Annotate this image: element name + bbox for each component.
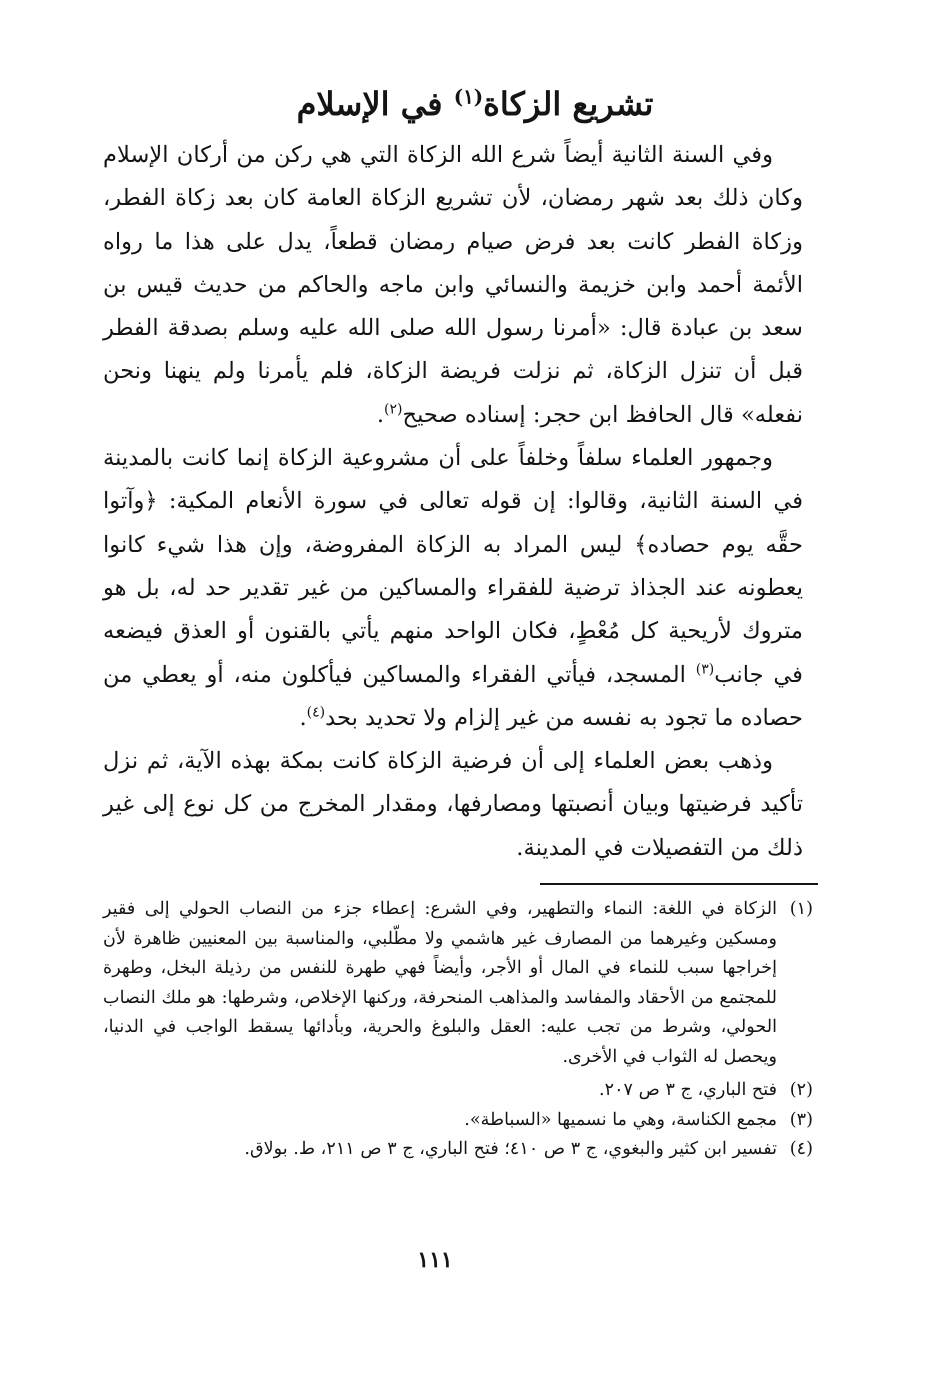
page-number: ١١١ bbox=[417, 1247, 453, 1273]
paragraph-3-text: وذهب بعض العلماء إلى أن فرضية الزكاة كانت بمكة بهذه الآية، ثم نزل تأكيد فرضيتها وبيان أنصبتها ومصارفها، ومقدار المخرج من كل نوع إلى غير ذلك من التفصيلات في المدينة. bbox=[103, 748, 803, 861]
title-footnote-marker[interactable]: (١) bbox=[453, 84, 484, 109]
footnote-1-text: الزكاة في اللغة: النماء والتطهير، وفي الشرع: إعطاء جزء من النصاب الحولي إلى فقير ومسكين وغيرهما من المصارف غير هاشمي ولا مطّلبي، والمناسبة بين المعنيين ظاهرة لأن إخراجها سبب للنماء في المال أو الأجر، وأيضاً فهي طهرة للنفس من رذيلة البخل، وطهرة للمجتمع من الأحقاد والمفاسد والمذاهب المنحرفة، وركنها الإخلاص، وشرطها: هو ملك النصاب الحولي، وشرط من تجب عليه: العقل والبلوغ والحرية، وبأدائها يسقط الواجب في الدنيا، ويحصل له الثواب في الأخرى. bbox=[103, 899, 777, 1067]
footnote-1-number: (١) bbox=[789, 899, 813, 919]
footnote-4-text: تفسير ابن كثير والبغوي، ج ٣ ص ٤١٠؛ فتح الباري، ج ٣ ص ٢١١، ط. بولاق. bbox=[244, 1139, 777, 1159]
footnote-3-text: مجمع الكناسة، وهي ما نسميها «السباطة». bbox=[464, 1109, 777, 1130]
paragraph-1-text: وفي السنة الثانية أيضاً شرع الله الزكاة التي هي ركن من أركان الإسلام وكان ذلك بعد شهر رمضان، لأن تشريع الزكاة العامة كان بعد زكاة الفطر، وزكاة الفطر كانت بعد فرض صيام رمضان قطعاً، يدل على هذا ما رواه الأئمة أحمد وابن خزيمة والنسائي وابن ماجه والحاكم من حديث قيس بن سعد بن عبادة قال: «أمرنا رسول الله صلى الله عليه وسلم بصدقة الفطر قبل أن تنزل الزكاة، ثم نزلت فريضة الزكاة، فلم يأمرنا ولم ينهنا ونحن نفعله» قال الحافظ ابن حجر: إسناده صحيح bbox=[103, 142, 803, 428]
paragraph-3 bbox=[103, 740, 803, 870]
footnote-2 bbox=[103, 1076, 813, 1106]
paragraph-2-end: . bbox=[299, 704, 307, 731]
title-text: تشريع الزكاة bbox=[483, 85, 654, 123]
paragraph-2-text-a: وجمهور العلماء سلفاً وخلفاً على أن مشروعية الزكاة إنما كانت بالمدينة في السنة الثانية، وقالوا: إن قوله تعالى في سورة الأنعام المكية: ﴿وآتوا حقَّه يوم حصاده﴾ ليس المراد به الزكاة المفروضة، وإن هذا شيء كانوا يعطونه عند الجذاذ ترضية للفقراء والمساكين من غير تقدير حد له، بل هو متروك لأريحية كل مُعْطٍ، فكان الواحد منهم يأتي بالقنون أو العذق فيضعه في جانب bbox=[103, 445, 803, 688]
paragraph-1 bbox=[103, 134, 803, 437]
footnote-2-number: (٢) bbox=[789, 1080, 813, 1100]
footnote-4 bbox=[103, 1135, 813, 1165]
footnote-3 bbox=[103, 1106, 813, 1136]
footnote-2-text: فتح الباري، ج ٣ ص ٢٠٧. bbox=[599, 1080, 777, 1100]
paragraph-1-end: . bbox=[376, 401, 385, 428]
page-title bbox=[100, 82, 850, 126]
main-text bbox=[103, 134, 803, 870]
footnote-4-number: (٤) bbox=[789, 1139, 813, 1159]
footnote-marker-2[interactable]: (٢) bbox=[384, 401, 403, 418]
footnote-3-number: (٣) bbox=[789, 1109, 813, 1130]
title-suffix: في الإسلام bbox=[296, 85, 443, 123]
footnote-marker-4[interactable]: (٤) bbox=[306, 704, 326, 721]
footnote-separator bbox=[540, 883, 818, 885]
footnotes bbox=[103, 895, 813, 1165]
paragraph-2-text-b: المسجد، فيأتي الفقراء والمساكين فيأكلون منه، أو يعطي من حصاده ما تجود به نفسه من غير إلزام ولا تحديد بحد bbox=[103, 661, 803, 731]
footnote-1 bbox=[103, 895, 813, 1072]
footnote-marker-3[interactable]: (٣) bbox=[695, 661, 715, 678]
paragraph-2 bbox=[103, 437, 803, 740]
